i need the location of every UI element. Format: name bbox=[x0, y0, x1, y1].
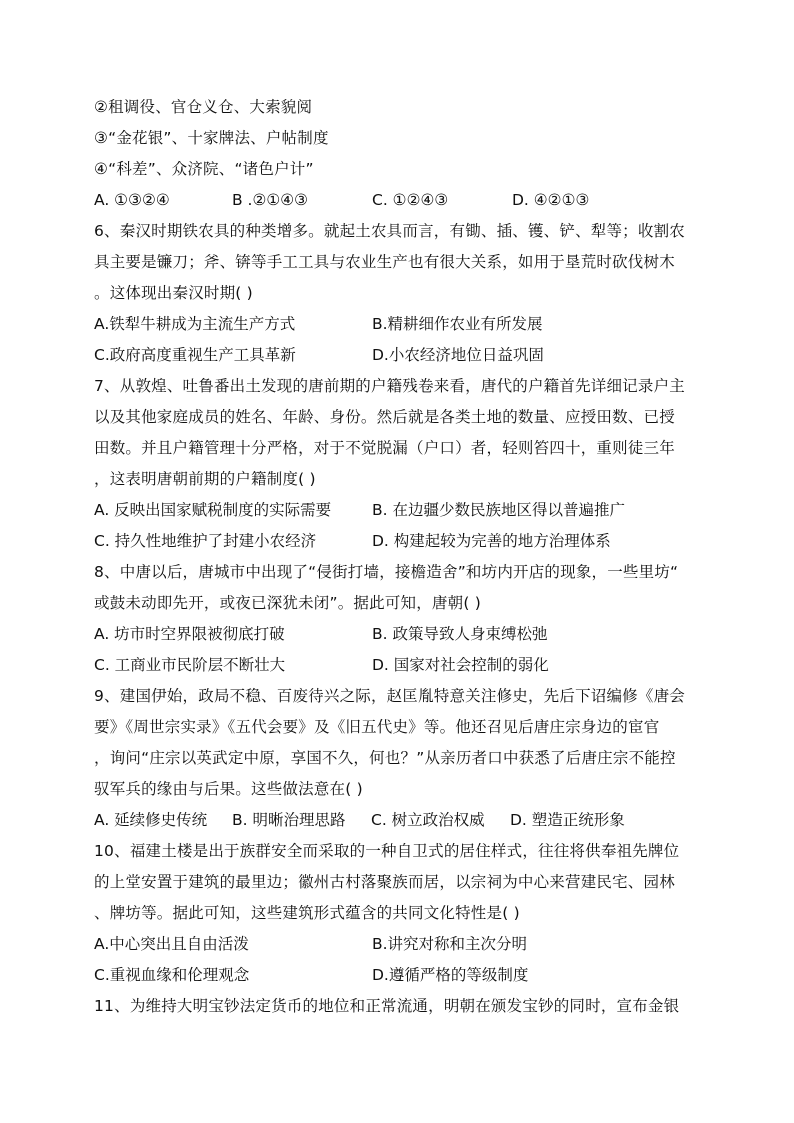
q6-option-a: A.铁犁牛耕成为主流生产方式 bbox=[94, 315, 296, 333]
q7-option-d: D. 构建起较为完善的地方治理体系 bbox=[372, 532, 611, 550]
q7-stem-line: 田数。并且户籍管理十分严格，对于不觉脱漏（户口）者，轻则笞四十，重则徒三年 bbox=[94, 439, 675, 457]
q8-option-b: B. 政策导致人身束缚松弛 bbox=[372, 625, 548, 643]
q7-option-a: A. 反映出国家赋税制度的实际需要 bbox=[94, 501, 332, 519]
q11-stem-line: 11、为维持大明宝钞法定货币的地位和正常流通，明朝在颁发宝钞的同时，宣布金银 bbox=[94, 997, 680, 1015]
q10-option-b: B.讲究对称和主次分明 bbox=[372, 935, 528, 953]
q7-option-c: C. 持久性地维护了封建小农经济 bbox=[94, 532, 317, 550]
q8-stem-line: 或鼓未动即先开，或夜已深犹未闭”。据此可知，唐朝( ) bbox=[94, 594, 481, 612]
q10-stem-line: 10、福建土楼是出于族群安全而采取的一种自卫式的居住样式，往往将供奉祖先牌位 bbox=[94, 842, 680, 860]
q9-stem-line: 要》《周世宗实录》《五代会要》及《旧五代史》等。他还召见后唐庄宗身边的宦官 bbox=[94, 718, 660, 736]
q5-option-c: C. ①②④③ bbox=[372, 191, 449, 209]
q9-option-a: A. 延续修史传统 bbox=[94, 811, 208, 829]
q10-option-d: D.遵循严格的等级制度 bbox=[372, 966, 529, 984]
q10-stem-line: 、牌坊等。据此可知，这些建筑形式蕴含的共同文化特性是( ) bbox=[94, 904, 520, 922]
q7-stem-line: 7、从敦煌、吐鲁番出土发现的唐前期的户籍残卷来看，唐代的户籍首先详细记录户主 bbox=[94, 377, 685, 395]
q6-stem-line: 。这体现出秦汉时期( ) bbox=[94, 284, 253, 302]
q7-option-b: B. 在边疆少数民族地区得以普遍推广 bbox=[372, 501, 625, 519]
q6-stem-line: 具主要是镰刀；斧、锛等手工工具与农业生产也有很大关系，如用于垦荒时砍伐树木 bbox=[94, 253, 675, 271]
q9-option-d: D. 塑造正统形象 bbox=[510, 811, 625, 829]
q6-option-b: B.精耕细作农业有所发展 bbox=[372, 315, 543, 333]
q10-stem-line: 的上堂安置于建筑的最里边；徽州古村落聚族而居，以宗祠为中心来营建民宅、园林 bbox=[94, 873, 675, 891]
q5-option-a: A. ①③②④ bbox=[94, 191, 170, 209]
q8-option-c: C. 工商业市民阶层不断壮大 bbox=[94, 656, 286, 674]
q7-stem-line: 以及其他家庭成员的姓名、年龄、身份。然后就是各类土地的数量、应授田数、已授 bbox=[94, 408, 675, 426]
q5-option-b: B .②①④③ bbox=[232, 191, 309, 209]
q6-option-c: C.政府高度重视生产工具革新 bbox=[94, 346, 296, 364]
q9-stem-line: 驭军兵的缘由与后果。这些做法意在( ) bbox=[94, 780, 363, 798]
q9-stem-line: ，询问“庄宗以英武定中原，享国不久，何也？”从亲历者口中获悉了后唐庄宗不能控 bbox=[94, 749, 676, 767]
q5-option-d: D. ④②①③ bbox=[512, 191, 590, 209]
q9-option-b: B. 明晰治理思路 bbox=[232, 811, 346, 829]
q6-stem-line: 6、秦汉时期铁农具的种类增多。就起土农具而言，有锄、插、镬、铲、犁等；收割农 bbox=[94, 222, 685, 240]
q9-option-c: C. 树立政治权威 bbox=[371, 811, 485, 829]
list-item-3: ③“金花银”、十家牌法、户帖制度 bbox=[94, 129, 329, 147]
q9-stem-line: 9、建国伊始，政局不稳、百废待兴之际，赵匡胤特意关注修史，先后下诏编修《唐会 bbox=[94, 687, 685, 705]
q7-stem-line: ，这表明唐朝前期的户籍制度( ) bbox=[94, 470, 316, 488]
q10-option-c: C.重视血缘和伦理观念 bbox=[94, 966, 250, 984]
q6-option-d: D.小农经济地位日益巩固 bbox=[372, 346, 544, 364]
q8-option-d: D. 国家对社会控制的弱化 bbox=[372, 656, 549, 674]
list-item-2: ②租调役、官仓义仓、大索貌阅 bbox=[94, 98, 313, 116]
q8-option-a: A. 坊市时空界限被彻底打破 bbox=[94, 625, 285, 643]
q10-option-a: A.中心突出且自由活泼 bbox=[94, 935, 249, 953]
q8-stem-line: 8、中唐以后，唐城市中出现了“侵街打墙，接檐造舍”和坊内开店的现象，一些里坊“ bbox=[94, 563, 679, 581]
list-item-4: ④“科差”、众济院、“诸色户计” bbox=[94, 160, 314, 178]
